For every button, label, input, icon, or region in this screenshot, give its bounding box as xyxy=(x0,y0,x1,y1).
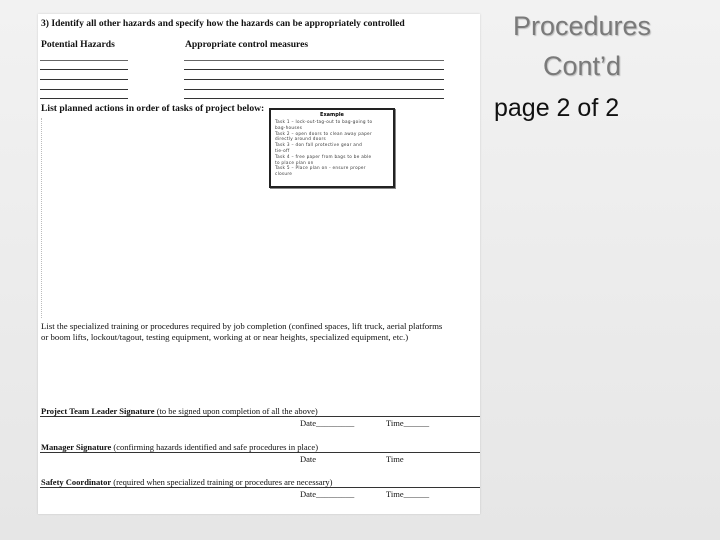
planned-actions-label: List planned actions in order of tasks of project below: xyxy=(41,103,265,114)
control-line[interactable] xyxy=(184,89,444,90)
training-text-line1: List the specialized training or procedures required by job completion (confined spaces, lift truck, aerial platforms xyxy=(41,321,443,331)
example-line: Task 4 – free paper from bags to be able xyxy=(275,153,372,159)
slide-title-line1: Procedures xyxy=(512,11,652,41)
control-line[interactable] xyxy=(184,79,444,80)
safety-coordinator-label xyxy=(41,477,333,487)
example-line: directly around doors xyxy=(275,136,326,142)
example-line: tie-off xyxy=(275,147,290,153)
team-leader-time-field[interactable]: Time______ xyxy=(386,418,430,428)
example-line: closure xyxy=(275,171,293,177)
team-leader-date-field[interactable]: Date_________ xyxy=(300,418,355,428)
training-text-line2: or boom lifts, lockout/tagout, testing equipment, working at or near heights, specialized equipment, etc.) xyxy=(41,332,409,342)
control-line[interactable] xyxy=(184,69,444,70)
section3-heading: 3) Identify all other hazards and specify how the hazards can be appropriately controlled xyxy=(41,18,405,29)
safety-coordinator-signature-line[interactable] xyxy=(40,487,480,488)
team-leader-signature-note: (to be signed upon completion of all the above) xyxy=(154,406,318,416)
team-leader-signature-line[interactable] xyxy=(40,416,480,417)
team-leader-signature-title: Project Team Leader Signature xyxy=(41,406,155,416)
safety-coordinator-title: Safety Coordinator xyxy=(41,477,112,487)
team-leader-signature-label xyxy=(41,406,318,416)
example-title: Example xyxy=(320,112,344,118)
example-line: bag-houses xyxy=(275,124,303,130)
example-line: Task 5 – Place plan on - ensure proper xyxy=(275,165,366,171)
hazard-line[interactable] xyxy=(40,60,128,61)
safety-coordinator-date-field[interactable]: Date_________ xyxy=(300,489,355,499)
example-box xyxy=(269,108,395,188)
manager-signature-title: Manager Signature xyxy=(41,442,112,452)
manager-signature-line[interactable] xyxy=(40,452,480,453)
example-line: to place plan on xyxy=(275,159,314,165)
control-line[interactable] xyxy=(184,60,444,61)
hazard-line[interactable] xyxy=(40,89,128,90)
manager-signature-note: (confirming hazards identified and safe procedures in place) xyxy=(111,442,319,452)
slide-title-line2: Cont’d xyxy=(542,51,622,81)
control-measures-heading: Appropriate control measures xyxy=(185,39,309,50)
control-line[interactable] xyxy=(184,98,444,99)
hazard-line[interactable] xyxy=(40,98,128,99)
example-line: Task 2 – open doors to clean away paper xyxy=(275,130,372,136)
document-page xyxy=(38,14,480,514)
safety-coordinator-time-field[interactable]: Time______ xyxy=(386,489,430,499)
example-line: Task 3 – don fall protective gear and xyxy=(275,142,363,148)
manager-date-field[interactable]: Date xyxy=(300,454,317,464)
manager-time-field[interactable]: Time xyxy=(386,454,404,464)
hazard-line[interactable] xyxy=(40,79,128,80)
potential-hazards-heading: Potential Hazards xyxy=(41,39,115,50)
hazard-line[interactable] xyxy=(40,69,128,70)
planned-actions-area[interactable] xyxy=(41,118,43,318)
example-line: Task 1 – lock-out-tag-out to bag-going to xyxy=(275,119,373,124)
manager-signature-label xyxy=(41,442,318,452)
safety-coordinator-note: (required when specialized training or procedures are necessary) xyxy=(111,477,333,487)
slide-subtitle: page 2 of 2 xyxy=(494,94,620,122)
